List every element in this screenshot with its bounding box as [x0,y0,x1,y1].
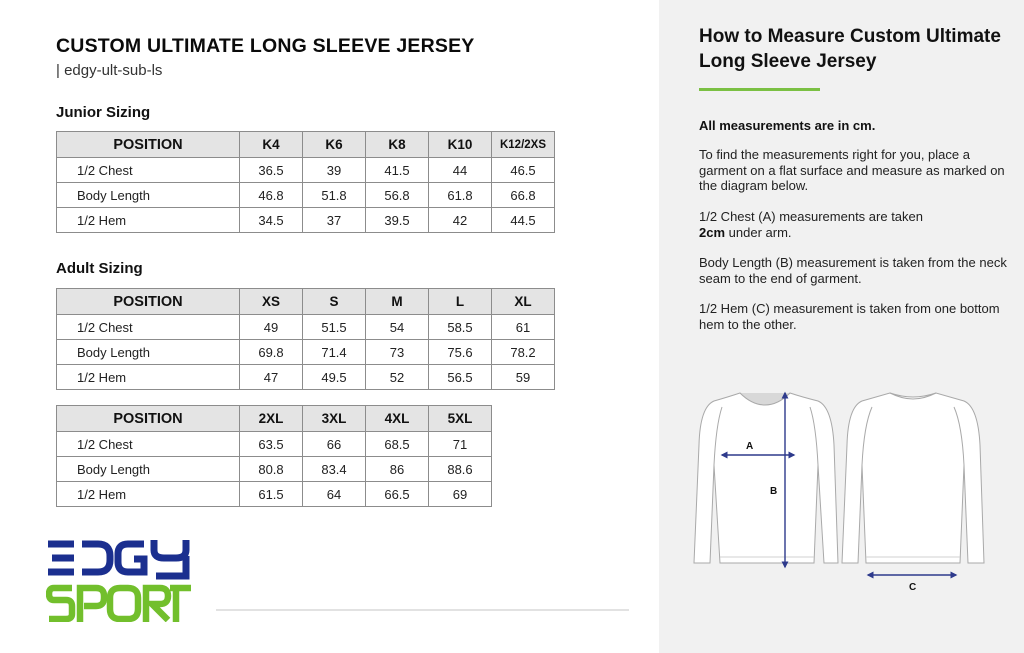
column-header-position: POSITION [57,406,240,432]
table-row [57,365,555,390]
table-cell: 59 [492,365,555,390]
table-cell: 64 [303,482,366,507]
table-cell: 51.5 [303,315,366,340]
table-cell: 49.5 [303,365,366,390]
table-cell: 68.5 [366,432,429,457]
table-cell: 66.8 [492,183,555,208]
table-cell: 88.6 [429,457,492,482]
table-row [57,315,555,340]
label-c: C [909,582,917,593]
row-label: 1/2 Chest [57,158,240,183]
junior-sizing-heading: Junior Sizing [56,104,151,121]
table-header-row [57,289,555,315]
table-cell: 83.4 [303,457,366,482]
chest-instruction-tail: under arm. [725,224,792,240]
column-header-size: S [303,289,366,315]
row-label: 1/2 Chest [57,315,240,340]
logo-letter-t [170,588,191,622]
label-a: A [746,441,754,452]
jersey-front-icon [694,393,838,563]
column-header-size: M [366,289,429,315]
table-cell: 44.5 [492,208,555,233]
edgy-sport-logo [46,540,191,622]
table-cell: 34.5 [240,208,303,233]
table-cell: 80.8 [240,457,303,482]
table-cell: 44 [429,158,492,183]
table-cell: 41.5 [366,158,429,183]
table-cell: 56.5 [429,365,492,390]
table-cell: 61 [492,315,555,340]
column-header-size: K10 [429,132,492,158]
table-header-row [57,132,555,158]
column-header-size: XS [240,289,303,315]
column-header-size: K4 [240,132,303,158]
table-cell: 36.5 [240,158,303,183]
table-cell: 71.4 [303,340,366,365]
table-header-row [57,406,492,432]
table-row [57,208,555,233]
table-cell: 52 [366,365,429,390]
table-row [57,482,492,507]
table-row [57,183,555,208]
column-header-size: 5XL [429,406,492,432]
logo-letter-g [118,544,144,572]
logo-letter-r [146,588,168,622]
chest-instruction [699,209,1009,240]
column-header-size: 4XL [366,406,429,432]
logo-letter-e [48,544,74,572]
table-cell: 69 [429,482,492,507]
table-cell: 78.2 [492,340,555,365]
column-header-size: 2XL [240,406,303,432]
column-header-size: L [429,289,492,315]
table-cell: 86 [366,457,429,482]
adult-size-table [56,288,555,390]
table-cell: 69.8 [240,340,303,365]
logo-letter-p [80,588,104,622]
column-header-position: POSITION [57,132,240,158]
table-cell: 39.5 [366,208,429,233]
table-row [57,432,492,457]
row-label: Body Length [57,183,240,208]
chest-instruction-bold: 2cm [699,224,726,240]
chest-instruction-text: 1/2 Chest (A) measurements are taken [699,209,923,224]
table-cell: 54 [366,315,429,340]
table-cell: 51.8 [303,183,366,208]
measurement-diagram [690,385,1010,595]
measure-title: How to Measure Custom Ultimate Long Sleeve Jersey [699,26,1001,72]
length-instruction: Body Length (B) measurement is taken from the neck seam to the end of garment. [699,255,1007,286]
column-header-position: POSITION [57,289,240,315]
table-cell: 39 [303,158,366,183]
page-title: CUSTOM ULTIMATE LONG SLEEVE JERSEY [56,35,475,57]
table-cell: 47 [240,365,303,390]
row-label: 1/2 Chest [57,432,240,457]
row-label: Body Length [57,340,240,365]
table-cell: 46.8 [240,183,303,208]
row-label: 1/2 Hem [57,365,240,390]
table-cell: 46.5 [492,158,555,183]
column-header-size: K12/2XS [492,132,555,158]
table-cell: 61.5 [240,482,303,507]
adult-plus-size-table [56,405,492,507]
logo-letter-d [82,544,110,572]
jersey-back-icon [842,393,984,563]
logo-letter-o [110,588,138,619]
table-cell: 56.8 [366,183,429,208]
table-row [57,457,492,482]
logo-letter-s [49,588,72,619]
column-header-size: K8 [366,132,429,158]
table-cell: 66.5 [366,482,429,507]
table-cell: 42 [429,208,492,233]
row-label: 1/2 Hem [57,482,240,507]
table-cell: 71 [429,432,492,457]
accent-divider [699,88,820,91]
row-label: 1/2 Hem [57,208,240,233]
table-cell: 73 [366,340,429,365]
logo-sport [49,588,191,622]
logo-edgy [48,540,186,576]
column-header-size: 3XL [303,406,366,432]
table-cell: 75.6 [429,340,492,365]
table-cell: 63.5 [240,432,303,457]
table-cell: 37 [303,208,366,233]
table-row [57,158,555,183]
row-label: Body Length [57,457,240,482]
table-cell: 66 [303,432,366,457]
label-b: B [770,486,778,497]
hem-instruction: 1/2 Hem (C) measurement is taken from one bottom hem to the other. [699,301,1000,332]
column-header-size: K6 [303,132,366,158]
table-row [57,340,555,365]
table-cell: 49 [240,315,303,340]
units-note: All measurements are in cm. [699,118,876,133]
junior-size-table [56,131,555,233]
product-code: | edgy-ult-sub-ls [56,62,163,79]
table-cell: 61.8 [429,183,492,208]
logo-letter-y [154,540,186,576]
adult-sizing-heading: Adult Sizing [56,260,143,277]
measure-intro: To find the measurements right for you, place a garment on a flat surface and measure as marked on the diagram below. [699,147,1005,193]
table-cell: 58.5 [429,315,492,340]
column-header-size: XL [492,289,555,315]
footer-divider [216,609,629,611]
